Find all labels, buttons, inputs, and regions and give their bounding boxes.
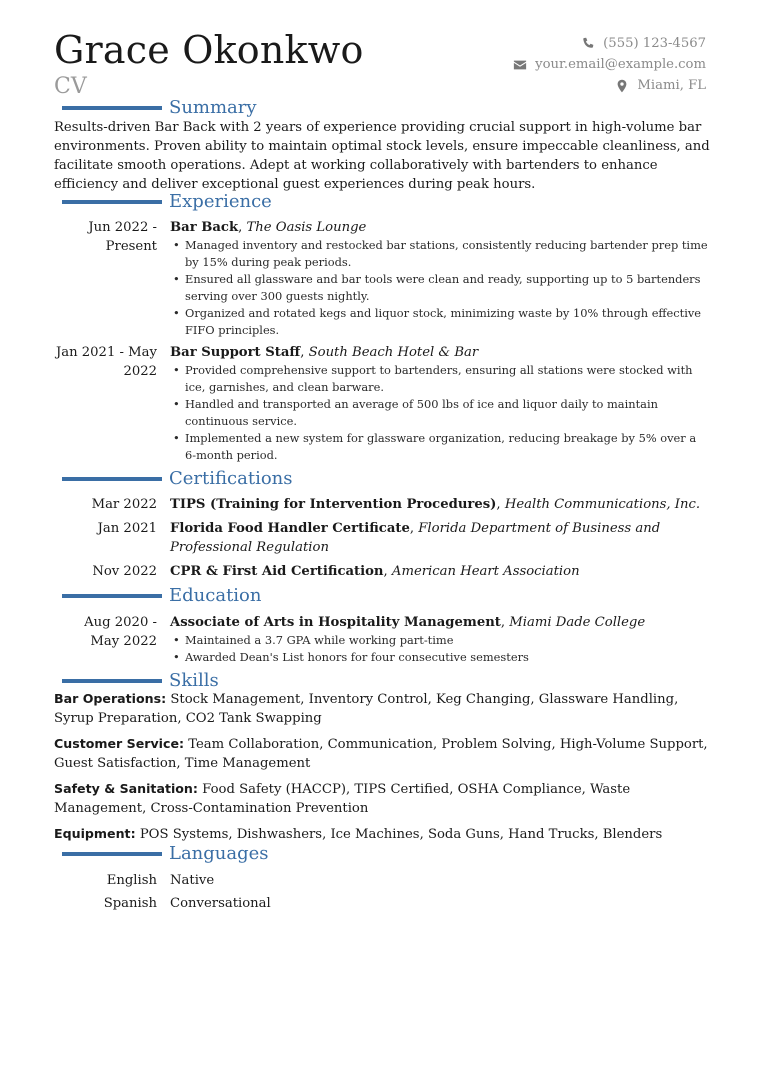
degree-name: Associate of Arts in Hospitality Management bbox=[170, 615, 501, 630]
summary-heading bbox=[62, 97, 257, 119]
skill-label: Safety & Sanitation: bbox=[54, 781, 198, 796]
skill-group bbox=[54, 690, 710, 728]
cert-name: Florida Food Handler Certificate bbox=[170, 521, 410, 536]
phone-icon bbox=[581, 37, 595, 51]
job-heading: Bar Back, The Oasis Lounge bbox=[170, 220, 367, 235]
phone-text[interactable]: (555) 123-4567 bbox=[603, 36, 706, 51]
section-title: Experience bbox=[169, 191, 272, 212]
section-title: Summary bbox=[169, 97, 257, 118]
job-title: Bar Back bbox=[170, 220, 239, 235]
cert-issuer: Florida Department of Business and Professional Regulation bbox=[170, 521, 661, 555]
section-accent-bar bbox=[62, 106, 162, 110]
summary-text: Results-driven Bar Back with 2 years of experience providing crucial support in high-volume bar environments. Proven ability to maintain optimal stock levels, ensure impeccable cleanliness, and facilitate smooth operations. Adept at working collaboratively with bartenders to enhance efficiency and deliver exceptional guest experiences during peak hours. bbox=[54, 120, 710, 192]
job-bullet: • Provided comprehensive support to bartenders, ensuring all stations were stocked with ice, garnishes, and clean barware. bbox=[170, 362, 710, 396]
cert-date: Jan 2021 bbox=[97, 521, 157, 536]
skill-label: Equipment: bbox=[54, 826, 136, 841]
education-heading-line: Associate of Arts in Hospitality Management, Miami Dade College bbox=[170, 615, 646, 630]
skill-label: Bar Operations: bbox=[54, 691, 167, 706]
job-title: Bar Support Staff bbox=[170, 345, 301, 360]
skill-group bbox=[54, 780, 710, 818]
education-bullet: • Awarded Dean's List honors for four consecutive semesters bbox=[170, 649, 710, 666]
section-title: Languages bbox=[169, 843, 269, 864]
job-bullet: • Managed inventory and restocked bar stations, consistently reducing bartender prep time by 15% during peak periods. bbox=[170, 237, 710, 271]
cert-entry: CPR & First Aid Certification, American Heart Association bbox=[170, 564, 580, 579]
job-entry bbox=[170, 343, 710, 464]
section-accent-bar bbox=[62, 200, 162, 204]
job-bullet: • Ensured all glassware and bar tools were clean and ready, supporting up to 5 bartenders serving over 300 guests nightly. bbox=[170, 271, 710, 305]
contact-location bbox=[513, 75, 706, 96]
certifications-heading bbox=[62, 468, 293, 490]
skill-group bbox=[54, 735, 710, 773]
section-title: Education bbox=[169, 585, 262, 606]
cert-entry: Florida Food Handler Certificate, Florida Department of Business and Professional Regulation bbox=[170, 521, 661, 555]
education-dates: Aug 2020 - May 2022 bbox=[84, 615, 157, 649]
skill-group bbox=[54, 825, 710, 845]
job-bullets bbox=[170, 362, 710, 464]
job-bullets bbox=[170, 237, 710, 339]
language-level: Native bbox=[170, 873, 215, 888]
job-heading: Bar Support Staff, South Beach Hotel & Bar bbox=[170, 345, 479, 360]
job-employer: South Beach Hotel & Bar bbox=[308, 345, 479, 360]
job-bullet: • Organized and rotated kegs and liquor stock, minimizing waste by 10% through effective FIFO principles. bbox=[170, 305, 710, 339]
section-accent-bar bbox=[62, 477, 162, 481]
job-employer: The Oasis Lounge bbox=[246, 220, 367, 235]
contact-block bbox=[513, 33, 706, 96]
cert-issuer: American Heart Association bbox=[391, 564, 580, 579]
document-subtitle: CV bbox=[54, 74, 87, 99]
skill-list: Team Collaboration, Communication, Problem Solving, High-Volume Support, Guest Satisfaction, Time Management bbox=[54, 737, 708, 771]
contact-email bbox=[513, 54, 706, 75]
cert-name: CPR & First Aid Certification bbox=[170, 564, 384, 579]
language-name: Spanish bbox=[103, 896, 157, 911]
education-entry bbox=[170, 613, 710, 666]
contact-phone bbox=[513, 33, 706, 54]
map-pin-icon bbox=[615, 79, 629, 93]
skill-list: Food Safety (HACCP), TIPS Certified, OSHA Compliance, Waste Management, Cross-Contamination Prevention bbox=[54, 782, 631, 816]
section-title: Certifications bbox=[169, 468, 293, 489]
job-bullet: • Handled and transported an average of 500 lbs of ice and liquor daily to maintain continuous service. bbox=[170, 396, 710, 430]
cert-date: Mar 2022 bbox=[91, 497, 157, 512]
candidate-name: Grace Okonkwo bbox=[54, 28, 364, 72]
job-dates: Jan 2021 - May 2022 bbox=[55, 345, 157, 379]
cert-date: Nov 2022 bbox=[92, 564, 157, 579]
cert-entry: TIPS (Training for Intervention Procedures), Health Communications, Inc. bbox=[170, 497, 701, 512]
education-heading bbox=[62, 585, 262, 607]
job-bullet: • Implemented a new system for glassware organization, reducing breakage by 5% over a 6-month period. bbox=[170, 430, 710, 464]
experience-heading bbox=[62, 191, 272, 213]
language-name: English bbox=[106, 873, 157, 888]
school-name: Miami Dade College bbox=[509, 615, 646, 630]
email-text[interactable]: your.email@example.com bbox=[535, 57, 706, 72]
section-title: Skills bbox=[169, 670, 219, 691]
location-text: Miami, FL bbox=[637, 78, 706, 93]
skill-list: Stock Management, Inventory Control, Keg Changing, Glassware Handling, Syrup Preparation, CO2 Tank Swapping bbox=[54, 692, 679, 726]
section-accent-bar bbox=[62, 679, 162, 683]
section-accent-bar bbox=[62, 594, 162, 598]
envelope-icon bbox=[513, 58, 527, 72]
cert-issuer: Health Communications, Inc. bbox=[504, 497, 701, 512]
job-dates: Jun 2022 - Present bbox=[88, 220, 157, 254]
skill-label: Customer Service: bbox=[54, 736, 185, 751]
education-bullets bbox=[170, 632, 710, 666]
skill-list: POS Systems, Dishwashers, Ice Machines, Soda Guns, Hand Trucks, Blenders bbox=[139, 827, 663, 842]
job-entry bbox=[170, 218, 710, 339]
cert-name: TIPS (Training for Intervention Procedures) bbox=[170, 497, 497, 512]
language-level: Conversational bbox=[170, 896, 271, 911]
skills-heading bbox=[62, 670, 219, 692]
section-accent-bar bbox=[62, 852, 162, 856]
languages-heading bbox=[62, 843, 269, 865]
education-bullet: • Maintained a 3.7 GPA while working part-time bbox=[170, 632, 710, 649]
